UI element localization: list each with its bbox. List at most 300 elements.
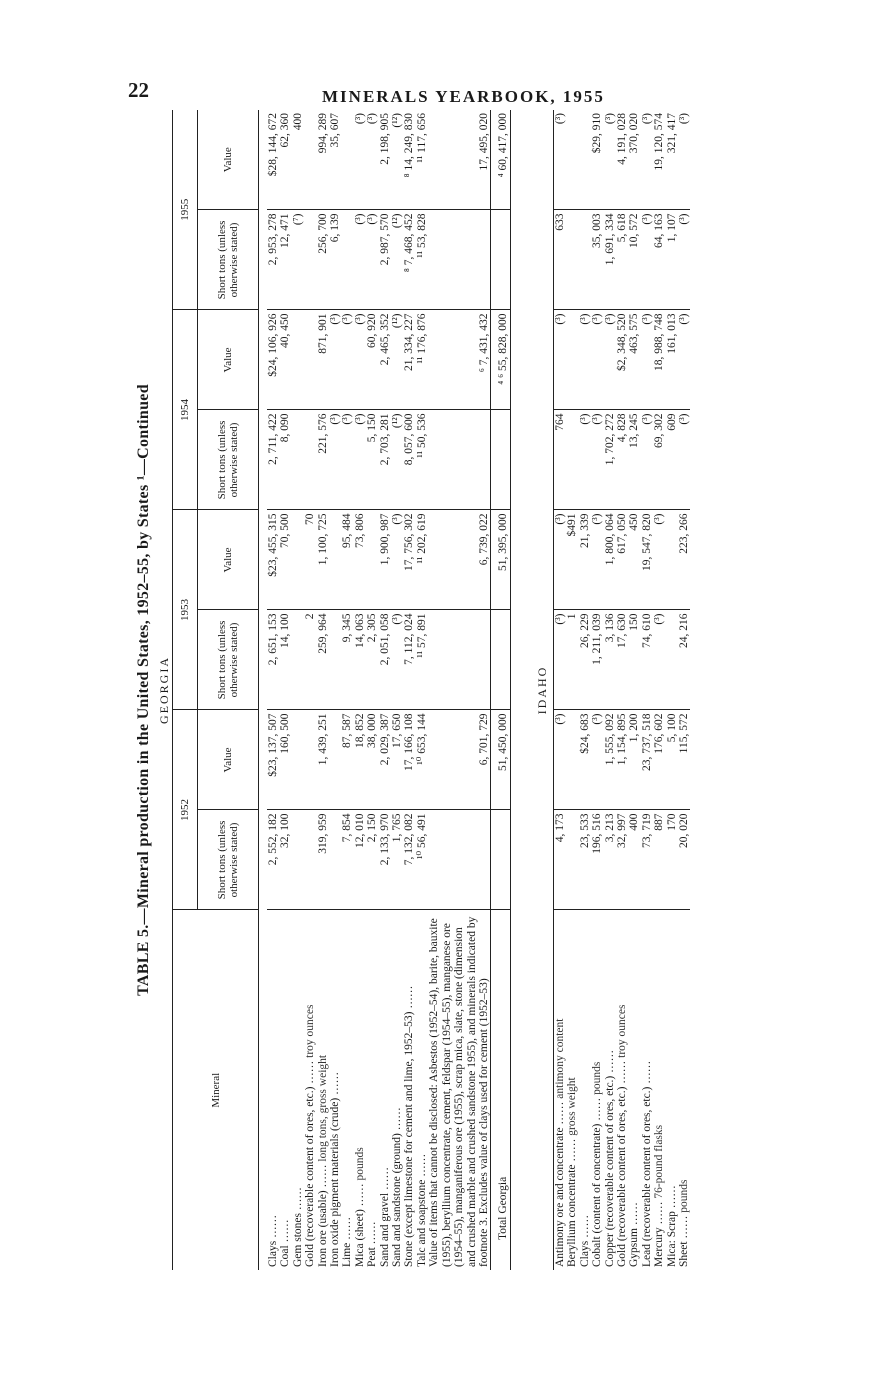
value-cell: 19, 120, 574 bbox=[653, 110, 665, 210]
value-cell: 321, 417 bbox=[666, 110, 678, 210]
tons-cell bbox=[292, 410, 304, 510]
mineral-name: Mica (sheet) …… pounds bbox=[353, 1147, 366, 1267]
value-cell: ¹¹ 202, 619 bbox=[416, 510, 428, 610]
tons-cell: 1, 107 bbox=[666, 210, 678, 310]
value-cell: $23, 455, 315 bbox=[267, 510, 279, 610]
value-cell: (³) bbox=[366, 110, 378, 210]
tons-cell: 609 bbox=[666, 410, 678, 510]
table-row bbox=[341, 110, 353, 1270]
table-row bbox=[366, 110, 378, 1270]
value-cell: 23, 737, 518 bbox=[641, 710, 653, 810]
tons-cell: 74, 610 bbox=[641, 610, 653, 710]
value-cell: 161, 013 bbox=[666, 310, 678, 410]
table-row bbox=[641, 110, 653, 1270]
mineral-label: Sheet bbox=[678, 1241, 691, 1267]
tons-cell: (³) bbox=[678, 410, 690, 510]
table-row bbox=[292, 110, 304, 1270]
mineral-label: Mica (sheet) bbox=[353, 1209, 366, 1267]
header-year-1954: 1954 bbox=[173, 310, 198, 510]
total-value-cell: ⁴ 60, 417, 000 bbox=[491, 110, 510, 210]
value-cell: 463, 575 bbox=[628, 310, 640, 410]
value-cell: 17, 650 bbox=[391, 710, 403, 810]
tons-cell: 2, 552, 182 bbox=[267, 810, 279, 910]
tons-cell: (³) bbox=[354, 410, 366, 510]
mineral-label: Iron oxide pigment materials (crude) bbox=[329, 1097, 342, 1267]
value-cell: (³) bbox=[391, 510, 403, 610]
tons-cell bbox=[666, 610, 678, 710]
tons-cell: 2, 051, 058 bbox=[379, 610, 391, 710]
tons-cell: 196, 516 bbox=[591, 810, 603, 910]
rotated-table-block bbox=[135, 110, 815, 1270]
tons-cell: 26, 229 bbox=[579, 610, 591, 710]
value-cell: 21, 334, 227 bbox=[403, 310, 415, 410]
table-row bbox=[379, 110, 391, 1270]
value-cell: 1, 100, 725 bbox=[317, 510, 329, 610]
tons-cell: 3, 213 bbox=[604, 810, 616, 910]
value-cell: 1, 154, 895 bbox=[616, 710, 628, 810]
value-cell: 19, 547, 820 bbox=[641, 510, 653, 610]
tons-cell: 1, 691, 334 bbox=[604, 210, 616, 310]
mineral-label: Antimony ore and concentrate bbox=[554, 1127, 566, 1267]
tons-cell: 7, 854 bbox=[341, 810, 353, 910]
mineral-label: Gold (recoverable content of ores, etc.) bbox=[304, 1086, 317, 1267]
unit-label: pounds bbox=[353, 1147, 366, 1181]
mineral-label: Peat bbox=[366, 1247, 379, 1267]
value-cell: (³) bbox=[554, 710, 567, 810]
tons-cell: 2, 711, 422 bbox=[267, 410, 279, 510]
value-cell: 1, 900, 987 bbox=[379, 510, 391, 610]
value-cell bbox=[292, 510, 304, 610]
value-cell: 2, 029, 387 bbox=[379, 710, 391, 810]
table-row bbox=[653, 110, 665, 1270]
value-cell bbox=[304, 310, 316, 410]
mineral-label: Iron ore (usable) bbox=[316, 1190, 329, 1267]
mineral-name: Coal …… bbox=[279, 1219, 292, 1267]
tons-cell: 14, 063 bbox=[354, 610, 366, 710]
mineral-name: Clays …… bbox=[267, 1214, 279, 1267]
tons-cell: (¹²) bbox=[391, 210, 403, 310]
value-cell: 5, 100 bbox=[666, 710, 678, 810]
value-cell: 60, 920 bbox=[366, 310, 378, 410]
tons-cell: (³) bbox=[329, 410, 341, 510]
header-value: Value bbox=[198, 710, 259, 810]
table-row bbox=[317, 110, 329, 1270]
header-mineral: Mineral bbox=[173, 910, 259, 1270]
table-row bbox=[391, 110, 403, 1270]
table-row bbox=[329, 110, 341, 1270]
value-cell: (³) bbox=[678, 310, 690, 410]
tons-cell: (³) bbox=[641, 210, 653, 310]
value-cell bbox=[329, 710, 341, 810]
value-cell: 21, 339 bbox=[579, 510, 591, 610]
unit-label: 76-pound flasks bbox=[653, 1124, 666, 1199]
tons-cell: 32, 997 bbox=[616, 810, 628, 910]
table-row bbox=[267, 110, 279, 1270]
tons-cell: 12, 010 bbox=[354, 810, 366, 910]
table-row bbox=[591, 110, 603, 1270]
mineral-name: Talc and soapstone …… bbox=[415, 1153, 428, 1267]
unit-label: pounds bbox=[678, 1179, 691, 1213]
header-value: Value bbox=[198, 110, 259, 210]
tons-cell: 32, 100 bbox=[279, 810, 291, 910]
tons-cell: (³) bbox=[653, 610, 665, 710]
mineral-name: Sand and sandstone (ground) …… bbox=[391, 1107, 404, 1267]
tons-cell bbox=[428, 410, 491, 510]
tons-cell: 73, 719 bbox=[641, 810, 653, 910]
mineral-label: Lead (recoverable content of ores, etc.) bbox=[640, 1086, 653, 1267]
value-cell: (³) bbox=[554, 110, 567, 210]
tons-cell: 2, 305 bbox=[366, 610, 378, 710]
value-cell: 87, 587 bbox=[341, 710, 353, 810]
mineral-name: Peat …… bbox=[366, 1221, 379, 1267]
table-row bbox=[566, 110, 578, 1270]
tons-cell: 4, 828 bbox=[616, 410, 628, 510]
tons-cell: (³) bbox=[391, 610, 403, 710]
header-year-1955: 1955 bbox=[173, 110, 198, 310]
value-cell: $2, 348, 520 bbox=[616, 310, 628, 410]
tons-cell: 24, 216 bbox=[678, 610, 690, 710]
value-cell: 40, 450 bbox=[279, 310, 291, 410]
tons-cell: 150 bbox=[628, 610, 640, 710]
table-row bbox=[554, 110, 567, 1270]
tons-cell: 10, 572 bbox=[628, 210, 640, 310]
mineral-name: Copper (recoverable content of ores, etc.) …… bbox=[603, 1049, 616, 1267]
tons-cell: 14, 100 bbox=[279, 610, 291, 710]
value-cell: $23, 137, 507 bbox=[267, 710, 279, 810]
value-cell: (³) bbox=[354, 110, 366, 210]
tons-cell: (³) bbox=[579, 410, 591, 510]
value-cell: (³) bbox=[354, 310, 366, 410]
mineral-name: Mica: Scrap …… bbox=[665, 1185, 678, 1267]
value-cell: 4, 191, 028 bbox=[616, 110, 628, 210]
value-cell: (³) bbox=[641, 310, 653, 410]
mineral-label: Clays bbox=[267, 1240, 279, 1267]
value-cell: (³) bbox=[604, 110, 616, 210]
tons-cell: ¹¹ 50, 536 bbox=[416, 410, 428, 510]
mineral-name: Iron ore (usable) …… long tons, gross weight bbox=[316, 1054, 329, 1267]
tons-cell: 17, 630 bbox=[616, 610, 628, 710]
unit-label: gross weight bbox=[566, 1077, 579, 1136]
tons-cell: 2, 953, 278 bbox=[267, 210, 279, 310]
value-cell: (³) bbox=[554, 310, 567, 410]
value-cell: $29, 910 bbox=[591, 110, 603, 210]
table-row bbox=[579, 110, 591, 1270]
mineral-label: Copper (recoverable content of ores, etc.) bbox=[603, 1075, 616, 1267]
mineral-name: Iron oxide pigment materials (crude) …… bbox=[329, 1071, 342, 1267]
tons-cell: 1, 211, 039 bbox=[591, 610, 603, 710]
value-cell: (³) bbox=[604, 310, 616, 410]
tons-cell: 64, 163 bbox=[653, 210, 665, 310]
tons-cell bbox=[304, 810, 316, 910]
tons-cell bbox=[329, 810, 341, 910]
total-row bbox=[491, 110, 510, 1270]
unit-label: troy ounces bbox=[304, 1004, 317, 1058]
table-row bbox=[604, 110, 616, 1270]
tons-cell: 256, 700 bbox=[317, 210, 329, 310]
unit-label: antimony content bbox=[554, 1018, 566, 1099]
value-cell: 370, 020 bbox=[628, 110, 640, 210]
value-cell bbox=[304, 710, 316, 810]
mineral-label: Gem stones bbox=[291, 1213, 304, 1267]
value-cell: 450 bbox=[628, 510, 640, 610]
tons-cell bbox=[292, 810, 304, 910]
tons-cell bbox=[566, 810, 578, 910]
mineral-name: Gold (recoverable content of ores, etc.) …… troy ounces bbox=[304, 1004, 317, 1267]
value-cell: 95, 484 bbox=[341, 510, 353, 610]
value-cell: 223, 266 bbox=[678, 510, 690, 610]
tons-cell: 20, 020 bbox=[678, 810, 690, 910]
tons-cell: ¹⁰ 56, 491 bbox=[416, 810, 428, 910]
tons-cell: ¹¹ 53, 828 bbox=[416, 210, 428, 310]
tons-cell: 12, 471 bbox=[279, 210, 291, 310]
mineral-label: Gypsum bbox=[628, 1228, 641, 1267]
tons-cell: 2, 133, 970 bbox=[379, 810, 391, 910]
tons-cell: 764 bbox=[554, 410, 567, 510]
value-cell bbox=[566, 710, 578, 810]
tons-cell bbox=[491, 410, 510, 510]
unit-label: troy ounces bbox=[616, 1004, 629, 1058]
total-value-cell: ⁴ ⁶ 55, 828, 000 bbox=[491, 310, 510, 410]
value-cell: (³) bbox=[554, 510, 567, 610]
tons-cell bbox=[579, 210, 591, 310]
tons-cell: (¹²) bbox=[391, 410, 403, 510]
value-cell: 18, 852 bbox=[354, 710, 366, 810]
mineral-label: Mercury bbox=[653, 1227, 666, 1267]
value-cell: ¹¹ 176, 876 bbox=[416, 310, 428, 410]
value-cell: 62, 360 bbox=[279, 110, 291, 210]
tons-cell: 13, 245 bbox=[628, 410, 640, 510]
table-row bbox=[304, 110, 316, 1270]
tons-cell: ⁸ 7, 468, 452 bbox=[403, 210, 415, 310]
tons-cell: 4, 173 bbox=[554, 810, 567, 910]
tons-cell: 8, 090 bbox=[279, 410, 291, 510]
header-value: Value bbox=[198, 510, 259, 610]
tons-cell: (³) bbox=[591, 410, 603, 510]
value-cell: 70, 500 bbox=[279, 510, 291, 610]
tons-cell: 170 bbox=[666, 810, 678, 910]
tons-cell bbox=[341, 210, 353, 310]
value-cell: 17, 495, 020 bbox=[428, 110, 491, 210]
tons-cell bbox=[491, 610, 510, 710]
table-row bbox=[678, 110, 690, 1270]
tons-cell: (³) bbox=[341, 410, 353, 510]
value-cell: 6, 739, 022 bbox=[428, 510, 491, 610]
table-row bbox=[616, 110, 628, 1270]
idaho-table bbox=[553, 110, 690, 1270]
total-label: Total Georgia bbox=[491, 910, 510, 1270]
value-cell: (³) bbox=[329, 310, 341, 410]
tons-cell: 887 bbox=[653, 810, 665, 910]
value-cell: ¹¹ 117, 656 bbox=[416, 110, 428, 210]
value-cell: $28, 144, 672 bbox=[267, 110, 279, 210]
tons-cell: (³) bbox=[366, 210, 378, 310]
tons-cell: 8, 057, 600 bbox=[403, 410, 415, 510]
value-cell: 400 bbox=[292, 110, 304, 210]
value-cell bbox=[566, 110, 578, 210]
tons-cell: 319, 959 bbox=[317, 810, 329, 910]
mineral-label: Mica: Scrap bbox=[665, 1211, 678, 1267]
value-cell: 35, 607 bbox=[329, 110, 341, 210]
tons-cell: (⁷) bbox=[292, 210, 304, 310]
tons-cell: (³) bbox=[678, 210, 690, 310]
tons-cell: (³) bbox=[354, 210, 366, 310]
value-cell: 1, 200 bbox=[628, 710, 640, 810]
undisclosed-label: Value of items that cannot be disclosed: Asbestos (1952–54), barite, bauxite (1955), beryllium concentrate, cement, feldspar (1954–55), manganese ore (1954–55), manganiferous ore (1955), scrap mica, slate, stone (dimension and crushed marble and crushed sandstone 1955), and minerals indicated by footnote 3. Excludes value of clays used for cement (1952–53) bbox=[428, 916, 490, 1267]
total-value-cell: 51, 395, 000 bbox=[491, 510, 510, 610]
tons-cell: 1 bbox=[566, 610, 578, 710]
tons-cell: 2, 651, 153 bbox=[267, 610, 279, 710]
mineral-name: Lead (recoverable content of ores, etc.) …… bbox=[640, 1060, 653, 1267]
tons-cell: 400 bbox=[628, 810, 640, 910]
state-heading-idaho: IDAHO bbox=[535, 665, 549, 715]
mineral-name: Stone (except limestone for cement and lime, 1952–53) …… bbox=[403, 985, 416, 1267]
mineral-label: Stone (except limestone for cement and lime, 1952–53) bbox=[403, 1011, 416, 1267]
value-cell: $491 bbox=[566, 510, 578, 610]
mineral-label: Beryllium concentrate bbox=[566, 1164, 579, 1267]
value-cell: (³) bbox=[341, 310, 353, 410]
header-tons: Short tons (unless otherwise stated) bbox=[198, 410, 259, 510]
value-cell: 1, 555, 092 bbox=[604, 710, 616, 810]
mineral-name: Gypsum …… bbox=[628, 1202, 641, 1267]
mineral-label: Cobalt (content of concentrate) bbox=[591, 1123, 604, 1267]
tons-cell bbox=[428, 610, 491, 710]
value-cell bbox=[292, 710, 304, 810]
tons-cell: 1, 765 bbox=[391, 810, 403, 910]
header-year-1953: 1953 bbox=[173, 510, 198, 710]
mineral-label: Clays bbox=[578, 1240, 591, 1267]
value-cell: 70 bbox=[304, 510, 316, 610]
tons-cell: 5, 150 bbox=[366, 410, 378, 510]
table-row bbox=[666, 110, 678, 1270]
tons-cell: 7, 112, 024 bbox=[403, 610, 415, 710]
value-cell: ¹⁰ 653, 144 bbox=[416, 710, 428, 810]
value-cell: 176, 602 bbox=[653, 710, 665, 810]
running-head: MINERALS YEARBOOK, 1955 bbox=[322, 87, 605, 106]
mineral-name: Antimony ore and concentrate …… antimony content bbox=[554, 910, 567, 1270]
mineral-name: Sand and gravel …… bbox=[378, 1167, 391, 1267]
georgia-table bbox=[267, 110, 511, 1270]
mineral-label: Coal bbox=[279, 1245, 292, 1267]
value-cell: (³) bbox=[579, 310, 591, 410]
tons-cell: ¹¹ 57, 891 bbox=[416, 610, 428, 710]
header-value: Value bbox=[198, 310, 259, 410]
value-cell bbox=[666, 510, 678, 610]
tons-cell bbox=[329, 610, 341, 710]
value-cell bbox=[292, 310, 304, 410]
value-cell: (³) bbox=[641, 110, 653, 210]
header-tons: Short tons (unless otherwise stated) bbox=[198, 610, 259, 710]
value-cell: (³) bbox=[591, 310, 603, 410]
tons-cell: 2, 150 bbox=[366, 810, 378, 910]
header-tons: Short tons (unless otherwise stated) bbox=[198, 810, 259, 910]
header-year-1952: 1952 bbox=[173, 710, 198, 910]
mineral-name: Lime …… bbox=[341, 1216, 354, 1267]
value-cell: (¹²) bbox=[391, 310, 403, 410]
tons-cell: 69, 302 bbox=[653, 410, 665, 510]
mineral-label: Sand and gravel bbox=[378, 1192, 391, 1267]
tons-cell: (³) bbox=[554, 610, 567, 710]
value-cell bbox=[366, 510, 378, 610]
table-row bbox=[354, 110, 366, 1270]
header-tons: Short tons (unless otherwise stated) bbox=[198, 210, 259, 310]
total-value-cell: 51, 450, 000 bbox=[491, 710, 510, 810]
tons-cell: 1, 702, 272 bbox=[604, 410, 616, 510]
tons-cell: 2, 703, 281 bbox=[379, 410, 391, 510]
value-cell: 73, 806 bbox=[354, 510, 366, 610]
value-cell: 994, 289 bbox=[317, 110, 329, 210]
table-row bbox=[416, 110, 428, 1270]
value-cell: $24, 106, 926 bbox=[267, 310, 279, 410]
value-cell: 6, 701, 729 bbox=[428, 710, 491, 810]
page-number: 22 bbox=[128, 78, 149, 102]
tons-cell bbox=[566, 210, 578, 310]
value-cell: ⁶ 7, 431, 432 bbox=[428, 310, 491, 410]
tons-cell bbox=[304, 410, 316, 510]
table-row bbox=[628, 110, 640, 1270]
value-cell: 38, 000 bbox=[366, 710, 378, 810]
value-cell bbox=[304, 110, 316, 210]
value-cell: (¹²) bbox=[391, 110, 403, 210]
state-heading-georgia: GEORGIA bbox=[157, 656, 171, 724]
tons-cell: 35, 003 bbox=[591, 210, 603, 310]
tons-cell: 221, 576 bbox=[317, 410, 329, 510]
value-cell: (³) bbox=[591, 710, 603, 810]
value-cell: ⁸ 14, 249, 830 bbox=[403, 110, 415, 210]
tons-cell: 259, 964 bbox=[317, 610, 329, 710]
mineral-name: Mercury …… 76-pound flasks bbox=[653, 1124, 666, 1267]
mineral-name: Gem stones …… bbox=[291, 1187, 304, 1267]
mineral-name: Beryllium concentrate …… gross weight bbox=[566, 1077, 579, 1267]
mineral-label: Lime bbox=[341, 1242, 354, 1267]
tons-cell bbox=[566, 410, 578, 510]
value-cell: $24, 683 bbox=[579, 710, 591, 810]
tons-cell: 3, 136 bbox=[604, 610, 616, 710]
tons-cell: 2 bbox=[304, 610, 316, 710]
tons-cell bbox=[304, 210, 316, 310]
tons-cell: 6, 139 bbox=[329, 210, 341, 310]
mineral-name: Cobalt (content of concentrate) …… pounds bbox=[591, 1061, 604, 1267]
tons-cell bbox=[491, 210, 510, 310]
tons-cell bbox=[428, 210, 491, 310]
table-caption: TABLE 5.—Mineral production in the United States, 1952–55, by States ¹—Continued bbox=[135, 384, 152, 996]
table-row bbox=[403, 110, 415, 1270]
mineral-label: Gold (recoverable content of ores, etc.) bbox=[616, 1086, 629, 1267]
value-cell: 1, 439, 251 bbox=[317, 710, 329, 810]
value-cell: 617, 050 bbox=[616, 510, 628, 610]
value-cell bbox=[566, 310, 578, 410]
value-cell: 2, 465, 352 bbox=[379, 310, 391, 410]
value-cell: 2, 198, 905 bbox=[379, 110, 391, 210]
value-cell: 115, 572 bbox=[678, 710, 690, 810]
value-cell: (³) bbox=[678, 110, 690, 210]
value-cell: 17, 166, 108 bbox=[403, 710, 415, 810]
tons-cell: 2, 987, 570 bbox=[379, 210, 391, 310]
tons-cell: 633 bbox=[554, 210, 567, 310]
mineral-name: Gold (recoverable content of ores, etc.) …… troy ounces bbox=[616, 1004, 629, 1267]
value-cell bbox=[329, 510, 341, 610]
mineral-label: Talc and soapstone bbox=[415, 1179, 428, 1267]
tons-cell bbox=[491, 810, 510, 910]
mineral-name: Clays …… bbox=[578, 1214, 591, 1267]
unit-label: long tons, gross weight bbox=[316, 1054, 329, 1162]
tons-cell: 7, 132, 082 bbox=[403, 810, 415, 910]
table-row bbox=[279, 110, 291, 1270]
tons-cell bbox=[292, 610, 304, 710]
tons-cell bbox=[428, 810, 491, 910]
tons-cell: 9, 345 bbox=[341, 610, 353, 710]
value-cell: 160, 500 bbox=[279, 710, 291, 810]
mineral-label: Sand and sandstone (ground) bbox=[391, 1133, 404, 1267]
